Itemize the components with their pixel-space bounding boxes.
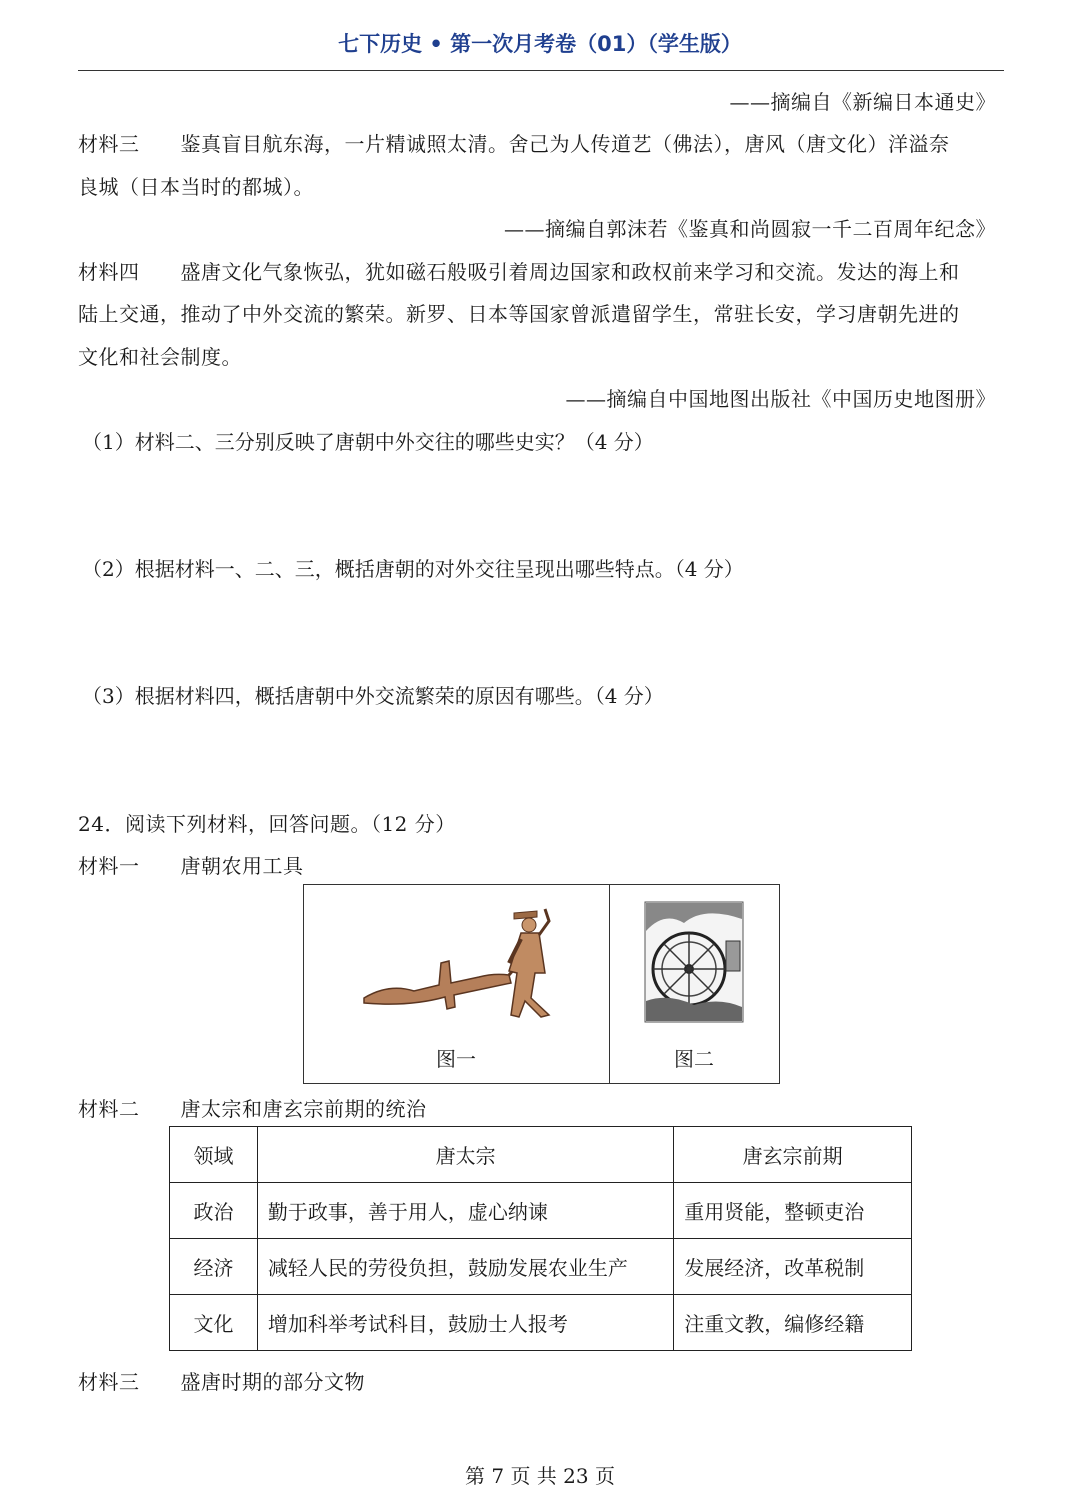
question-23-2: （2）根据材料一、二、三，概括唐朝的对外交往呈现出哪些特点。（4 分） (82, 557, 744, 581)
table-cell: 发展经济，改革税制 (674, 1239, 912, 1295)
figure-divider (609, 885, 610, 1083)
question-23-1: （1）材料二、三分别反映了唐朝中外交往的哪些史实？（4 分） (82, 430, 654, 454)
figure-2-caption: 图二 (674, 1047, 714, 1071)
header-xuanzong: 唐玄宗前期 (674, 1127, 912, 1183)
table-cell: 减轻人民的劳役负担，鼓励发展农业生产 (257, 1239, 673, 1295)
page-header-title: 七下历史 • 第一次月考卷（01）（学生版） (338, 32, 742, 56)
source-citation-3: ——摘编自中国地图出版社《中国历史地图册》 (565, 387, 996, 411)
header-field: 领域 (170, 1127, 258, 1183)
table-row (170, 1295, 912, 1351)
table-cell: 文化 (170, 1295, 258, 1351)
table-cell: 重用贤能，整顿吏治 (674, 1183, 912, 1239)
table-row (170, 1239, 912, 1295)
figure-1-caption: 图一 (436, 1047, 476, 1071)
page-number: 第 7 页 共 23 页 (465, 1464, 615, 1488)
material-1-label: 材料一 唐朝农用工具 (78, 854, 304, 878)
header-divider (78, 70, 1004, 71)
source-citation-2: ——摘编自郭沫若《鉴真和尚圆寂一千二百周年纪念》 (504, 217, 996, 241)
source-citation-1: ——摘编自《新编日本通史》 (729, 90, 996, 114)
table-cell: 政治 (170, 1183, 258, 1239)
rulers-comparison-table (169, 1126, 912, 1351)
farm-tools-figure (303, 884, 780, 1084)
material-3-label: 材料三 盛唐时期的部分文物 (78, 1370, 365, 1394)
material-2-label: 材料二 唐太宗和唐玄宗前期的统治 (78, 1097, 427, 1121)
table-row (170, 1183, 912, 1239)
material-4-line-1: 材料四 盛唐文化气象恢弘，犹如磁石般吸引着周边国家和政权前来学习和交流。发达的海上和 (78, 260, 960, 284)
table-cell: 增加科举考试科目，鼓励士人报考 (257, 1295, 673, 1351)
table-cell: 经济 (170, 1239, 258, 1295)
material-4-line-2: 陆上交通，推动了中外交流的繁荣。新罗、日本等国家曾派遣留学生，常驻长安，学习唐朝先进的 (78, 302, 960, 326)
table-header-row (170, 1127, 912, 1183)
material-4-line-3: 文化和社会制度。 (78, 345, 242, 369)
material-3-line-1: 材料三 鉴真盲目航东海，一片精诚照太清。舍己为人传道艺（佛法），唐风（唐文化）洋溢奈 (78, 132, 950, 156)
question-24-title: 24．阅读下列材料，回答问题。（12 分） (78, 812, 456, 836)
table-cell: 勤于政事，善于用人，虚心纳谏 (257, 1183, 673, 1239)
question-23-3: （3）根据材料四，概括唐朝中外交流繁荣的原因有哪些。（4 分） (82, 684, 664, 708)
material-3-line-2: 良城（日本当时的都城）。 (78, 175, 314, 199)
waterwheel-illustration (644, 901, 744, 1023)
header-taizong: 唐太宗 (257, 1127, 673, 1183)
curved-plow-illustration (359, 903, 559, 1023)
table-cell: 注重文教，编修经籍 (674, 1295, 912, 1351)
